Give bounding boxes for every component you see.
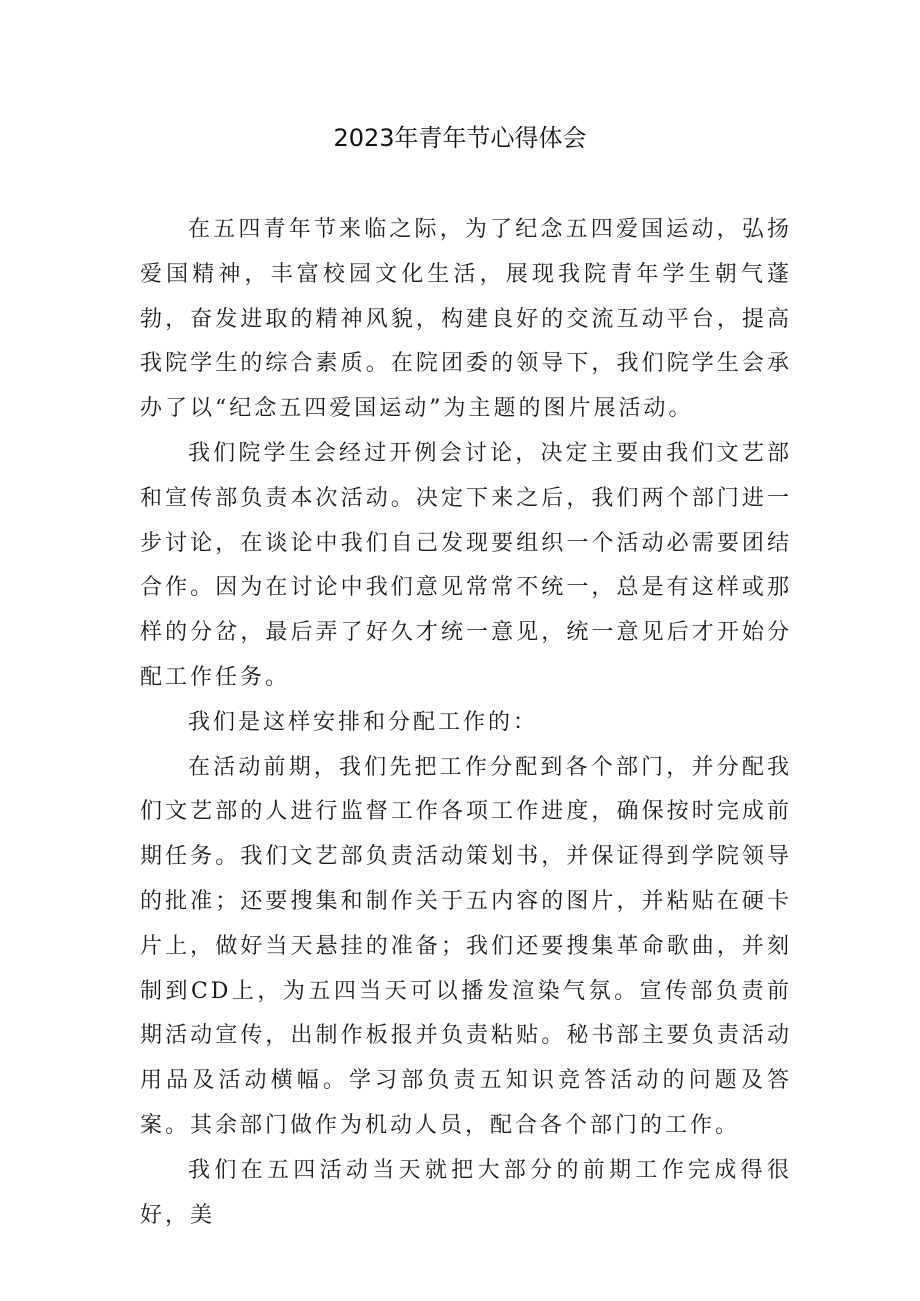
paragraph-2: 我们院学生会经过开例会讨论，决定主要由我们文艺部和宣传部负责本次活动。决定下来之后，我们两个部门进一步讨论，在谈论中我们自己发现要组织一个活动必需要团结合作。因为在讨论中我们意见常常不统一，总是有这样或那样的分岔，最后弄了好久才统一意见，统一意见后才开始分配工作任务。 [140,440,792,690]
document-title: 2023年青年节心得体会 [333,124,587,152]
paragraph-1: 在五四青年节来临之际，为了纪念五四爱国运动，弘扬爱国精神，丰富校园文化生活，展现我院青年学生朝气蓬勃，奋发进取的精神风貌，构建良好的交流互动平台，提高我院学生的综合素质。在院团委的领导下，我们院学生会承办了以“纪念五四爱国运动”为主题的图片展活动。 [140,217,792,422]
document-body [140,208,792,1238]
paragraph-5: 我们在五四活动当天就把大部分的前期工作完成得很好，美 [140,1157,792,1228]
paragraph-4: 在活动前期，我们先把工作分配到各个部门，并分配我们文艺部的人进行监督工作各项工作进度，确保按时完成前期任务。我们文艺部负责活动策划书，并保证得到学院领导的批准；还要搜集和制作关于五内容的图片，并粘贴在硬卡片上，做好当天悬挂的准备；我们还要搜集革命歌曲，并刻制到CD上，为五四当天可以播发渲染气氛。宣传部负责前期活动宣传，出制作板报并负责粘贴。秘书部主要负责活动用品及活动横幅。学习部负责五知识竞答活动的问题及答案。其余部门做作为机动人员，配合各个部门的工作。 [140,754,792,1138]
paragraph-3: 我们是这样安排和分配工作的： [188,709,539,735]
